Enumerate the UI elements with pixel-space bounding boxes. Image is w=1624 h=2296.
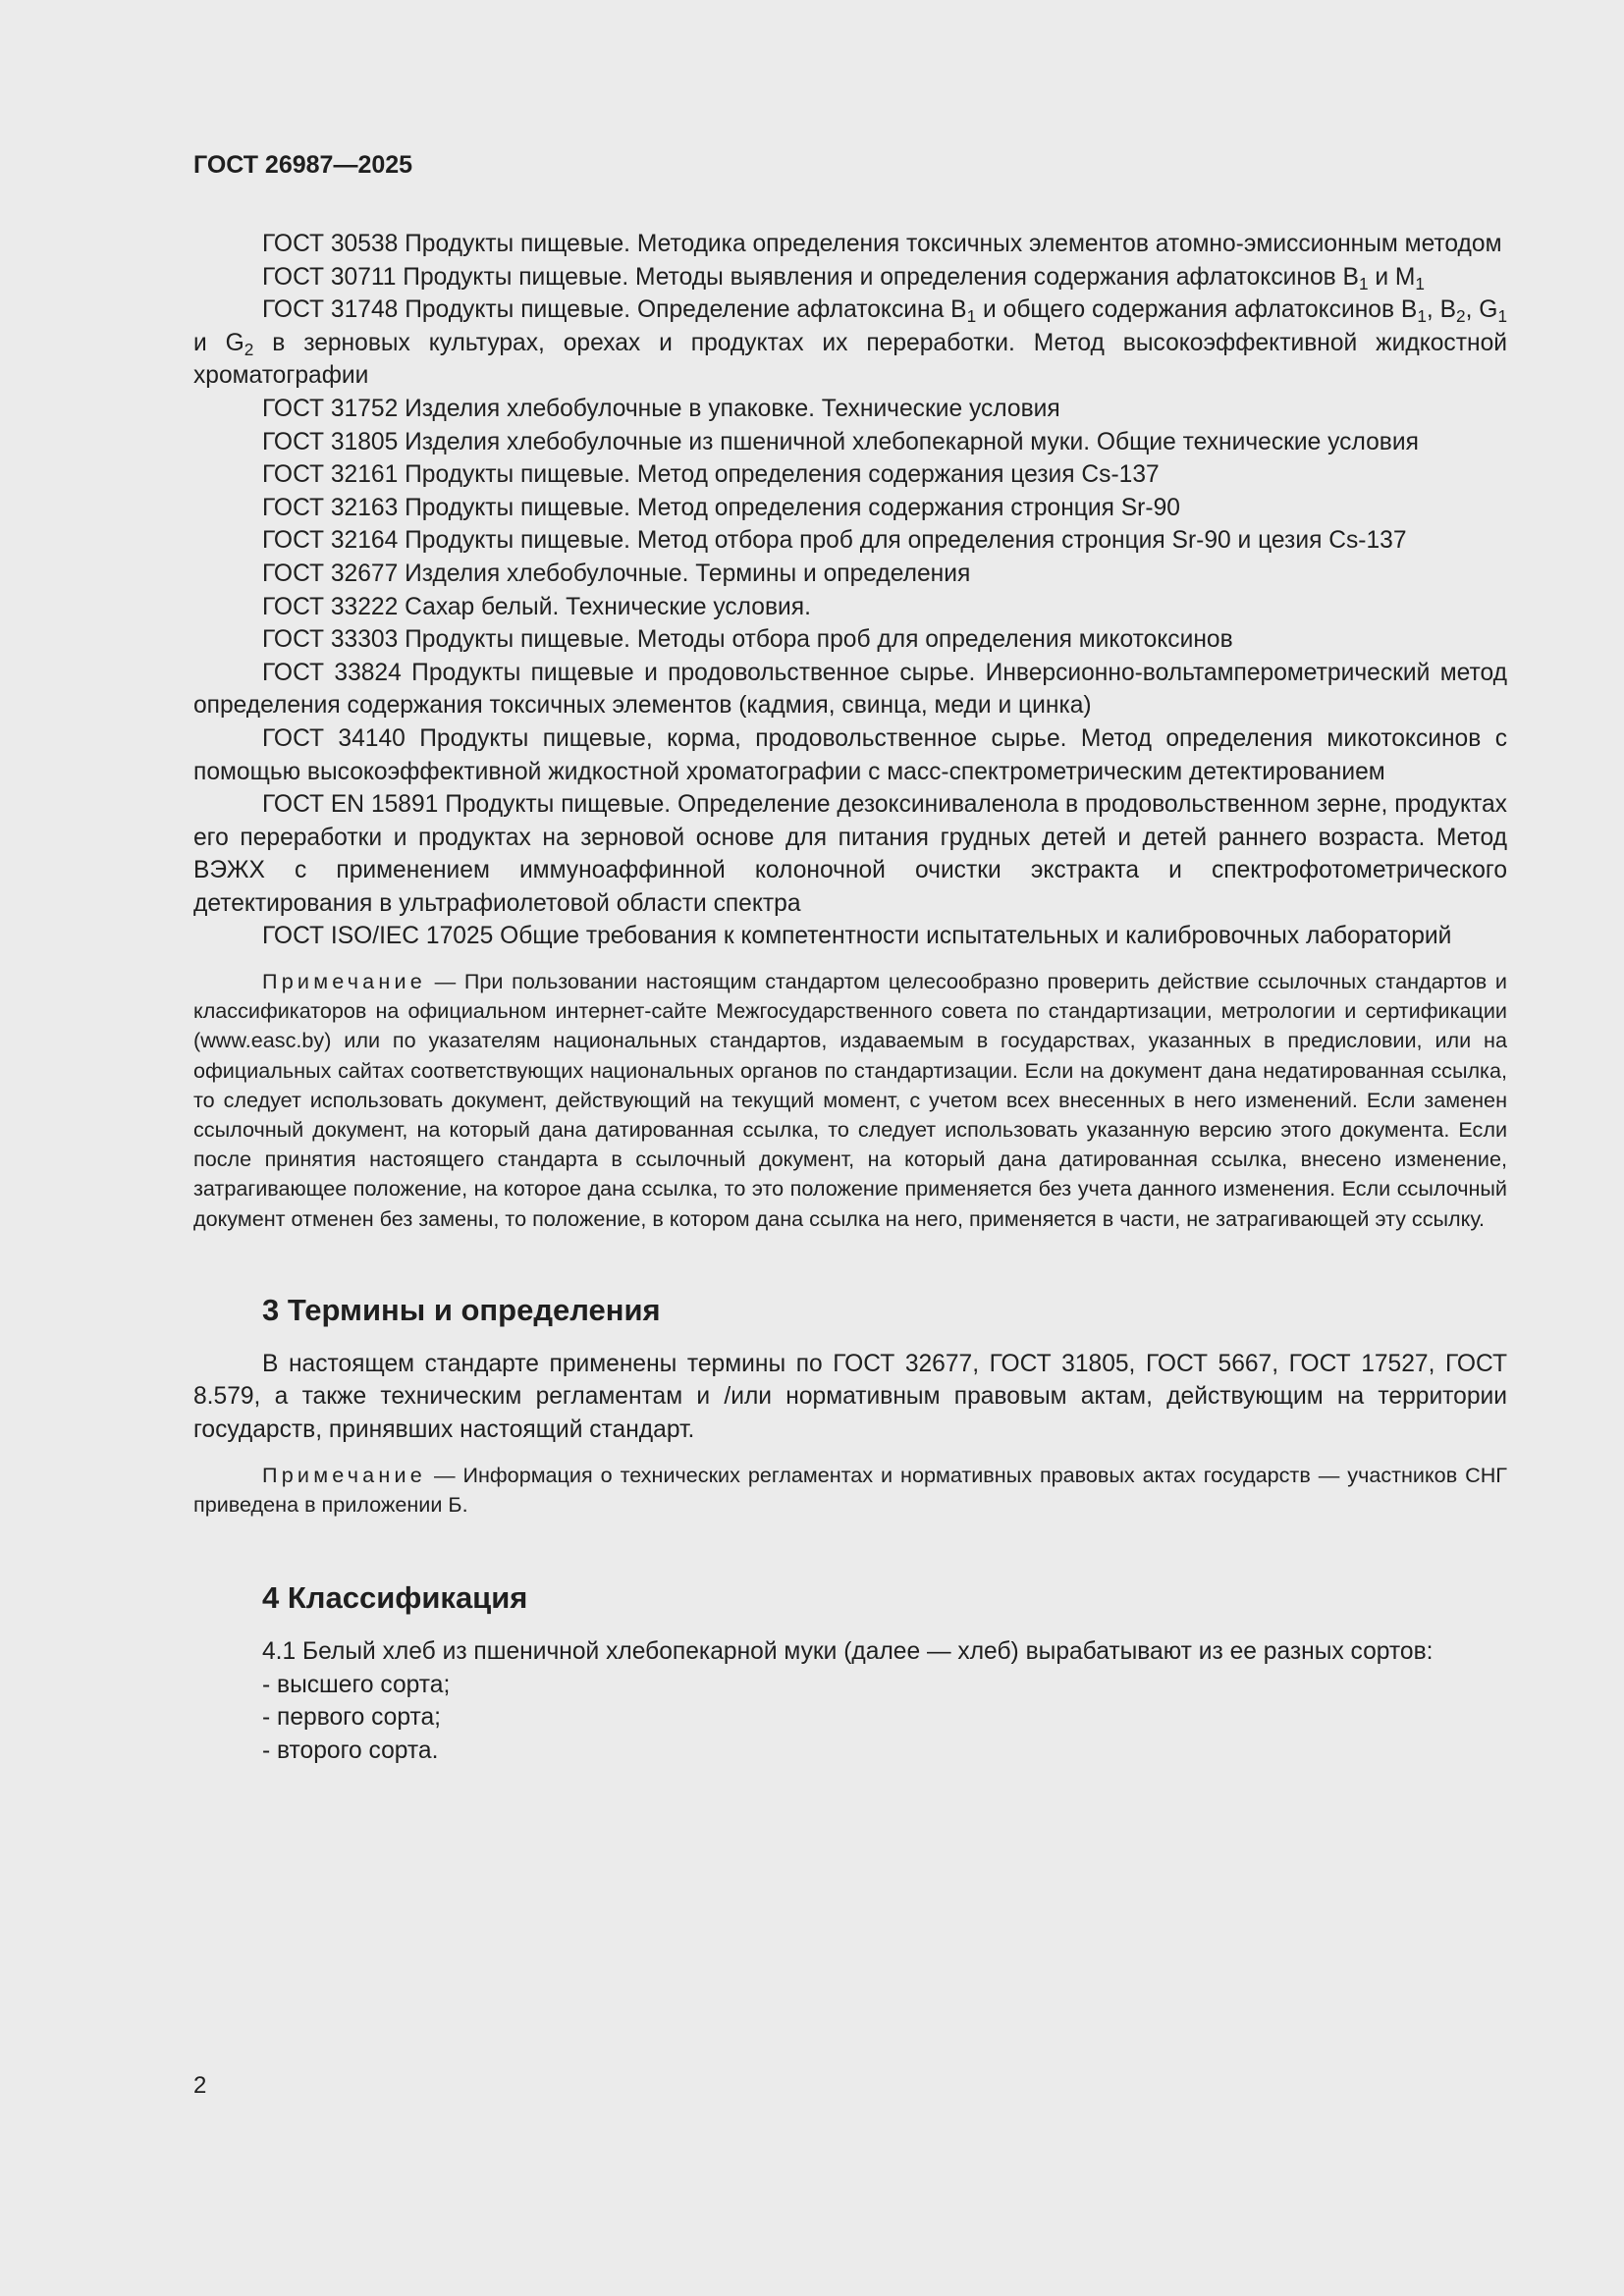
reference-code: ГОСТ 32677 (262, 560, 399, 587)
section-3-paragraph: В настоящем стандарте применены термины по ГОСТ 32677, ГОСТ 31805, ГОСТ 5667, ГОСТ 17527, ГОСТ 8.579, а также техническим регламентам и /или нормативным правовым актам, действующим на территории государств, принявших настоящий стандарт. (193, 1350, 1507, 1444)
reference-title-part: и M (1368, 263, 1416, 291)
reference-title: Продукты пищевые. Методика определения токсичных элементов атомно-эмиссионным методом (405, 231, 1502, 257)
section-4-paragraph: 4.1 Белый хлеб из пшеничной хлебопекарной муки (далее — хлеб) вырабатывают из ее разных сортов: (262, 1638, 1434, 1666)
reference-code: ГОСТ 33303 (262, 626, 399, 654)
reference-code: ГОСТ ISO/IEC 17025 (262, 923, 494, 950)
section-3-note (193, 1461, 1507, 1520)
reference-item (193, 558, 1507, 591)
subscript: 1 (1415, 273, 1425, 294)
reference-title: Продукты пищевые. Метод определения содержания стронция Sr-90 (405, 494, 1180, 521)
reference-title-part: , G (1465, 296, 1498, 324)
reference-title: Продукты пищевые. Метод определения содержания цезия Cs-137 (405, 461, 1160, 489)
subscript: 2 (244, 339, 254, 359)
reference-item (193, 426, 1507, 459)
normative-references-list (193, 228, 1507, 953)
reference-title-part: и общего содержания афлатоксинов B (976, 296, 1418, 324)
reference-item (193, 788, 1507, 920)
list-item: - второго сорта. (262, 1736, 439, 1764)
grade-list (193, 1669, 1507, 1768)
reference-code: ГОСТ 30711 (262, 263, 397, 291)
reference-item (193, 228, 1507, 261)
page-number: 2 (193, 2072, 207, 2099)
list-item: - первого сорта; (262, 1704, 441, 1732)
document-header: ГОСТ 26987—2025 (193, 151, 413, 179)
subscript: 1 (1358, 273, 1369, 294)
reference-title: Продукты пищевые. Методы выявления и определения содержания афлатоксинов B (403, 263, 1359, 291)
reference-code: ГОСТ 31805 (262, 428, 399, 455)
reference-code: ГОСТ 33824 (262, 659, 402, 686)
section-3-title: 3 Термины и определения (262, 1292, 661, 1327)
list-item: - высшего сорта; (262, 1671, 451, 1698)
note-text: — Информация о технических регламентах и нормативных правовых актах государств — участников СНГ приведена в приложении Б. (193, 1462, 1507, 1517)
reference-title: Изделия хлебобулочные. Термины и определения (405, 560, 971, 587)
reference-title-part: , B (1426, 296, 1457, 324)
reference-title: Продукты пищевые. Метод отбора проб для определения стронция Sr-90 и цезия Cs-137 (405, 527, 1407, 555)
section-4-title: 4 Классификация (262, 1580, 528, 1616)
reference-title: Общие требования к компетентности испытательных и калибровочных лабораторий (500, 923, 1452, 950)
reference-item (193, 294, 1507, 393)
document-page (193, 147, 1507, 1767)
reference-title-part: и G (193, 329, 244, 356)
note-label: Примечание (262, 1462, 426, 1487)
reference-code: ГОСТ 31748 (262, 296, 399, 324)
reference-item (193, 458, 1507, 492)
reference-title: Изделия хлебобулочные в упаковке. Технические условия (405, 395, 1060, 422)
reference-code: ГОСТ 32164 (262, 527, 399, 555)
reference-code: ГОСТ 32161 (262, 461, 399, 489)
reference-title: Изделия хлебобулочные из пшеничной хлебопекарной муки. Общие технические условия (405, 428, 1419, 455)
note-label: Примечание (262, 969, 426, 994)
reference-code: ГОСТ EN 15891 (262, 791, 439, 819)
subscript: 1 (1497, 306, 1508, 326)
reference-item (193, 492, 1507, 525)
reference-item (193, 920, 1507, 953)
reference-title-part: в зерновых культурах, орехах и продуктах их переработки. Метод высокоэффективной жидкостной хроматографии (193, 329, 1507, 390)
reference-code: ГОСТ 33222 (262, 593, 399, 620)
reference-title: Продукты пищевые, корма, продовольственное сырье. Метод определения микотоксинов с помощью высокоэффективной жидкостной хроматографии с масс-спектрометрическим детектированием (193, 724, 1507, 785)
reference-title: Сахар белый. Технические условия. (405, 593, 811, 620)
reference-item (193, 393, 1507, 426)
subscript: 1 (1417, 306, 1427, 326)
reference-code: ГОСТ 32163 (262, 494, 399, 521)
reference-item (193, 524, 1507, 558)
reference-code: ГОСТ 34140 (262, 724, 406, 752)
references-note (193, 967, 1507, 1234)
reference-code: ГОСТ 31752 (262, 395, 399, 422)
reference-item (193, 591, 1507, 624)
reference-item (193, 657, 1507, 722)
reference-title: Продукты пищевые и продовольственное сырье. Инверсионно-вольтамперометрический метод определения содержания токсичных элементов (кадмия, свинца, меди и цинка) (193, 659, 1507, 720)
reference-title: Продукты пищевые. Методы отбора проб для определения микотоксинов (405, 626, 1233, 654)
reference-item (193, 722, 1507, 788)
reference-title: Продукты пищевые. Определение дезоксиниваленола в продовольственном зерне, продуктах его переработки и продуктах на зерновой основе для питания грудных детей и детей раннего возраста. Метод ВЭЖХ с применением иммуноаффинной колоночной очистки экстракта и спектрофотометрического детектирования в ультрафиолетовой области спектра (193, 791, 1507, 917)
reference-item (193, 261, 1507, 294)
note-text: — При пользовании настоящим стандартом целесообразно проверить действие ссылочных стандартов и классификаторов на официальном интернет-сайте Межгосударственного совета по стандартизации, метрологии и сертификации (www.easc.by) или по указателям национальных стандартов, издаваемым в государствах, указанных в предисловии, или на официальных сайтах соответствующих национальных органов по стандартизации. Если на документ дана недатированная ссылка, то следует использовать документ, действующий на текущий момент, с учетом всех внесенных в него изменений. Если заменен ссылочный документ, на который дана датированная ссылка, то следует использовать указанную версию этого документа. Если после принятия настоящего стандарта в ссылочный документ, на который дана датированная ссылка, внесено изменение, затрагивающее положение, на которое дана ссылка, то это положение применяется без учета данного изменения. Если ссылочный документ отменен без замены, то положение, в котором дана ссылка на него, применяется в части, не затрагивающей эту ссылку. (193, 969, 1507, 1231)
subscript: 2 (1456, 306, 1466, 326)
subscript: 1 (966, 306, 977, 326)
reference-title: Продукты пищевые. Определение афлатоксина B (405, 296, 967, 324)
reference-item (193, 623, 1507, 657)
reference-code: ГОСТ 30538 (262, 231, 399, 257)
